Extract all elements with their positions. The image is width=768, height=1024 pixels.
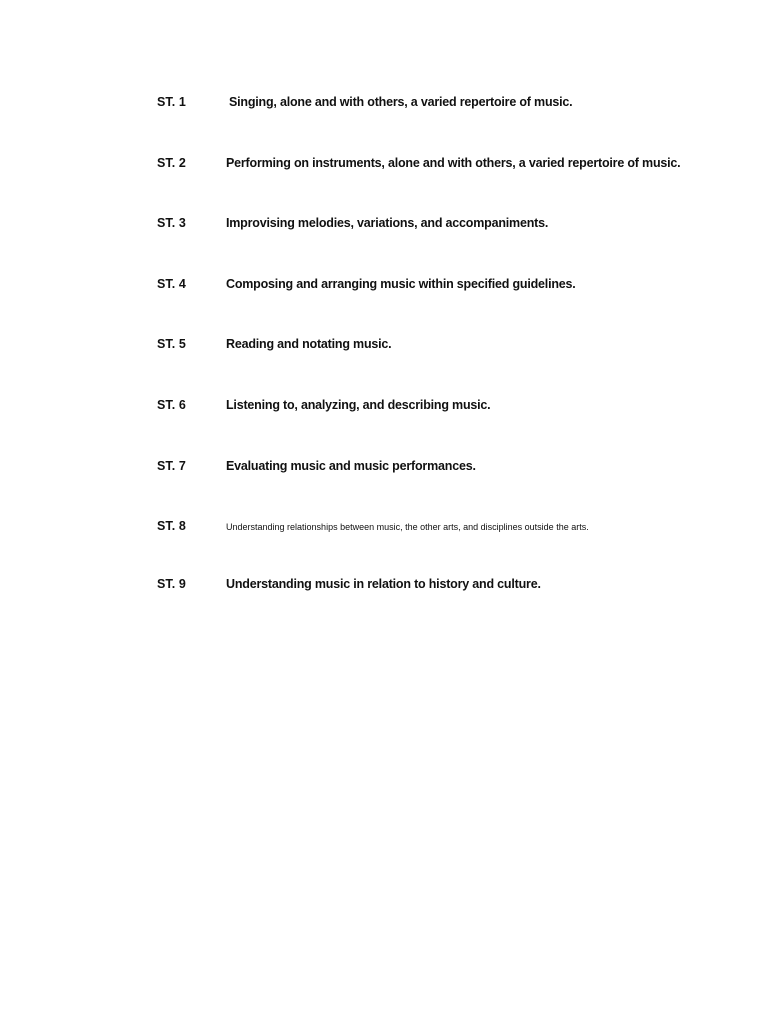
standard-code: ST. 3 [157, 216, 186, 230]
standard-row [157, 519, 757, 539]
standard-code: ST. 6 [157, 398, 186, 412]
standard-text: Performing on instruments, alone and with others, a varied repertoire of music. [226, 156, 681, 170]
standard-code: ST. 4 [157, 277, 186, 291]
standard-text: Understanding relationships between music, the other arts, and disciplines outside the arts. [226, 522, 589, 532]
standard-text: Evaluating music and music performances. [226, 459, 476, 473]
standard-text: Singing, alone and with others, a varied repertoire of music. [229, 95, 573, 109]
standard-code: ST. 1 [157, 95, 186, 109]
standard-text: Understanding music in relation to history and culture. [226, 577, 541, 591]
standard-code: ST. 9 [157, 577, 186, 591]
standard-text: Reading and notating music. [226, 337, 392, 351]
standard-row [157, 95, 757, 115]
standard-text: Listening to, analyzing, and describing music. [226, 398, 491, 412]
standard-row [157, 398, 757, 418]
standard-row [157, 459, 757, 479]
standard-row [157, 156, 757, 176]
standard-row [157, 277, 757, 297]
standard-text: Improvising melodies, variations, and accompaniments. [226, 216, 549, 230]
standard-row [157, 337, 757, 357]
standard-row [157, 577, 757, 597]
standard-code: ST. 8 [157, 519, 186, 533]
standard-text: Composing and arranging music within specified guidelines. [226, 277, 576, 291]
standard-code: ST. 2 [157, 156, 186, 170]
standard-row [157, 216, 757, 236]
standard-code: ST. 5 [157, 337, 186, 351]
standard-code: ST. 7 [157, 459, 186, 473]
